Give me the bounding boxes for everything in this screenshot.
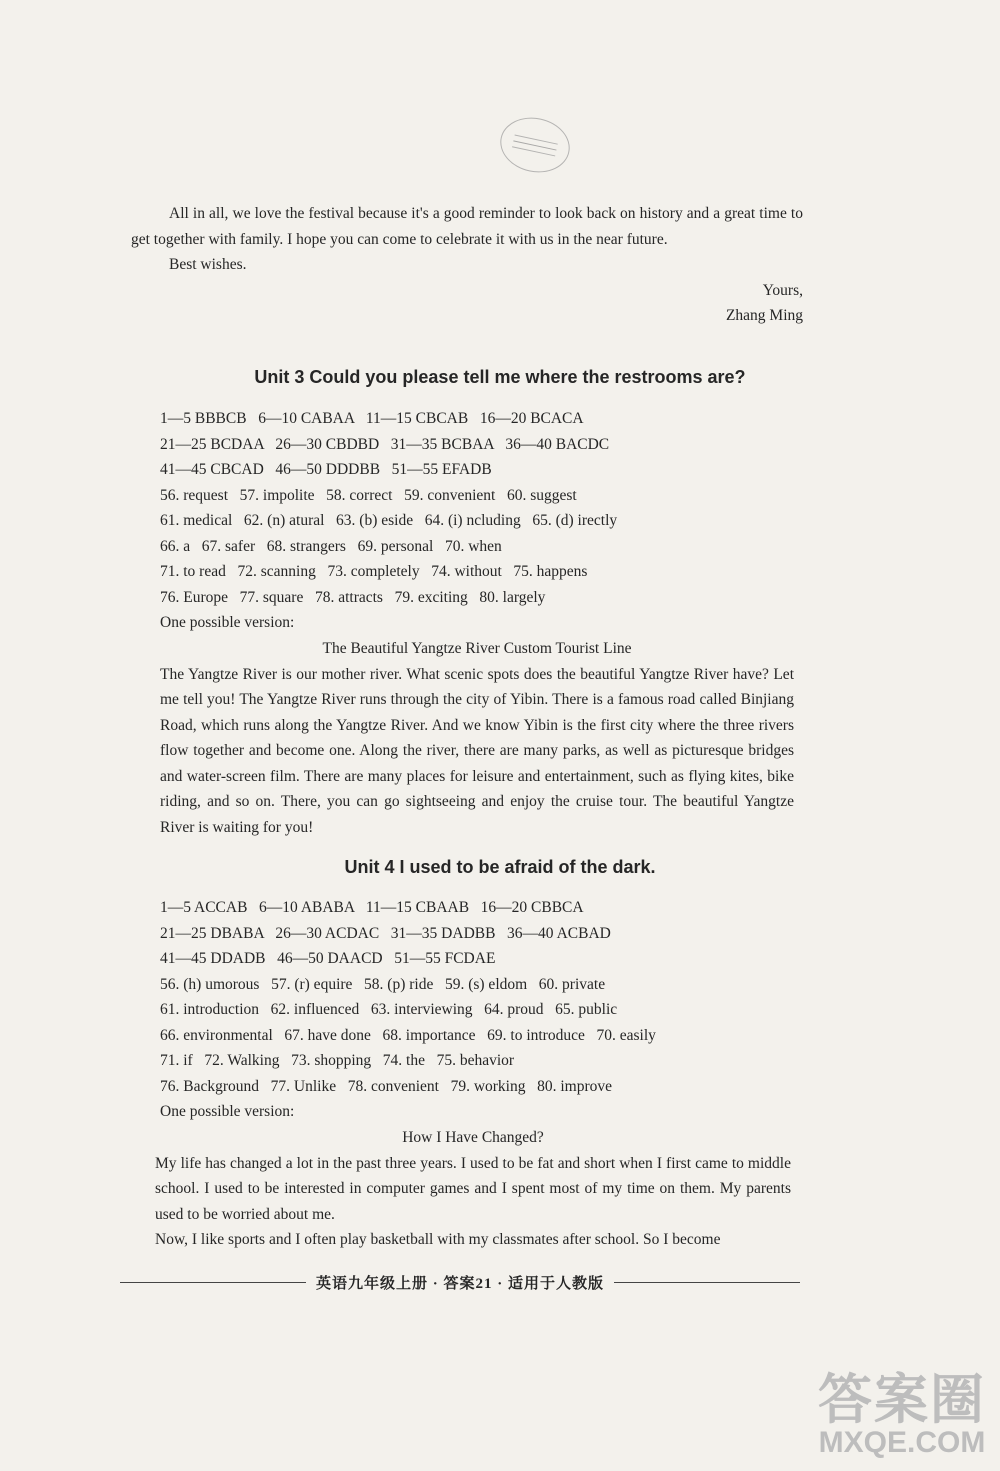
essay-title: How I Have Changed? (402, 1129, 544, 1146)
version-label: One possible version: (160, 614, 295, 631)
essay-title: The Beautiful Yangtze River Custom Tourist Line (322, 640, 632, 657)
answer-line: 66. environmental 67. have done 68. importance 69. to introduce 70. easily (160, 1026, 656, 1044)
unit3-title: Unit 3 Could you please tell me where the restrooms are? (254, 367, 746, 387)
unit4-essay (155, 1125, 791, 1253)
watermark (818, 1372, 986, 1458)
answer-line: 66. a 67. safer 68. strangers 69. personal 70. when (160, 537, 502, 555)
unit4-answers (160, 895, 656, 1125)
answer-line: 1—5 BBBCB 6—10 CABAA 11—15 CBCAB 16—20 BCACA (160, 410, 584, 427)
answer-line: 71. to read 72. scanning 73. completely 74. without 75. happens (160, 563, 588, 580)
answer-line: 41—45 CBCAD 46—50 DDDBB 51—55 EFADB (160, 461, 492, 478)
version-label: One possible version: (160, 1103, 295, 1120)
letter-paragraph: All in all, we love the festival because it's a good reminder to look back on history and a great time to get together with family. I hope you can come to celebrate it with us in the near future. (131, 205, 803, 248)
letter-ending (131, 201, 803, 329)
answer-line: 41—45 DDADB 46—50 DAACD 51—55 FCDAE (160, 950, 496, 967)
answer-line: 56. request 57. impolite 58. correct 59. convenient 60. suggest (160, 486, 577, 504)
answer-line: 21—25 BCDAA 26—30 CBDBD 31—35 BCBAA 36—40 BACDC (160, 435, 610, 453)
letter-sign-off: Yours, (762, 281, 803, 299)
essay-paragraph: Now, I like sports and I often play basketball with my classmates after school. So I become (155, 1231, 721, 1248)
essay-paragraph: My life has changed a lot in the past three years. I used to be fat and short when I first came to middle school. I used to be interested in computer games and I spent most of my time on them. My parents used to be worried about me. (155, 1154, 791, 1223)
watermark-url: MXQE.COM (818, 1426, 986, 1459)
footer-text: 英语九年级上册 · 答案21 · 适用于人教版 (316, 1276, 605, 1292)
letter-signature: Zhang Ming (725, 307, 803, 324)
unit3-answers (160, 406, 617, 636)
letter-closing: Best wishes. (169, 256, 247, 273)
answer-line: 76. Europe 77. square 78. attracts 79. exciting 80. largely (160, 588, 546, 606)
page-footer (120, 1272, 800, 1293)
unit4-title: Unit 4 I used to be afraid of the dark. (344, 857, 656, 877)
answer-line: 56. (h) umorous 57. (r) equire 58. (p) ride 59. (s) eldom 60. private (160, 975, 606, 993)
answer-line: 76. Background 77. Unlike 78. convenient 79. working 80. improve (160, 1077, 613, 1095)
answer-line: 1—5 ACCAB 6—10 ABABA 11—15 CBAAB 16—20 CBBCA (160, 899, 584, 916)
essay-paragraph: The Yangtze River is our mother river. What scenic spots does the beautiful Yangtze River have? Let me tell you! The Yangtze River runs through the city of Yibin. There is a famous road called Binjiang Road, which runs along the Yangtze River. And we know Yibin is the first city where the three rivers flow together and become one. Along the river, there are many parks, as well as picturesque bridges and water-screen film. There are many places for leisure and entertainment, such as flying kites, bike riding, and so on. There, you can go sightseeing and enjoy the cruise tour. The beautiful Yangtze River is waiting for you! (160, 665, 794, 836)
footer-rule (614, 1282, 800, 1283)
answer-line: 61. medical 62. (n) atural 63. (b) eside 64. (i) ncluding 65. (d) irectly (160, 512, 618, 529)
footer-rule (120, 1282, 306, 1283)
watermark-logo: 答案圈 (818, 1370, 986, 1430)
stamp-seal (495, 111, 575, 178)
answer-line: 71. if 72. Walking 73. shopping 74. the 75. behavior (160, 1052, 515, 1069)
answer-line: 21—25 DBABA 26—30 ACDAC 31—35 DADBB 36—40 ACBAD (160, 924, 611, 942)
unit3-essay (160, 636, 794, 840)
answer-line: 61. introduction 62. influenced 63. interviewing 64. proud 65. public (160, 1001, 618, 1018)
